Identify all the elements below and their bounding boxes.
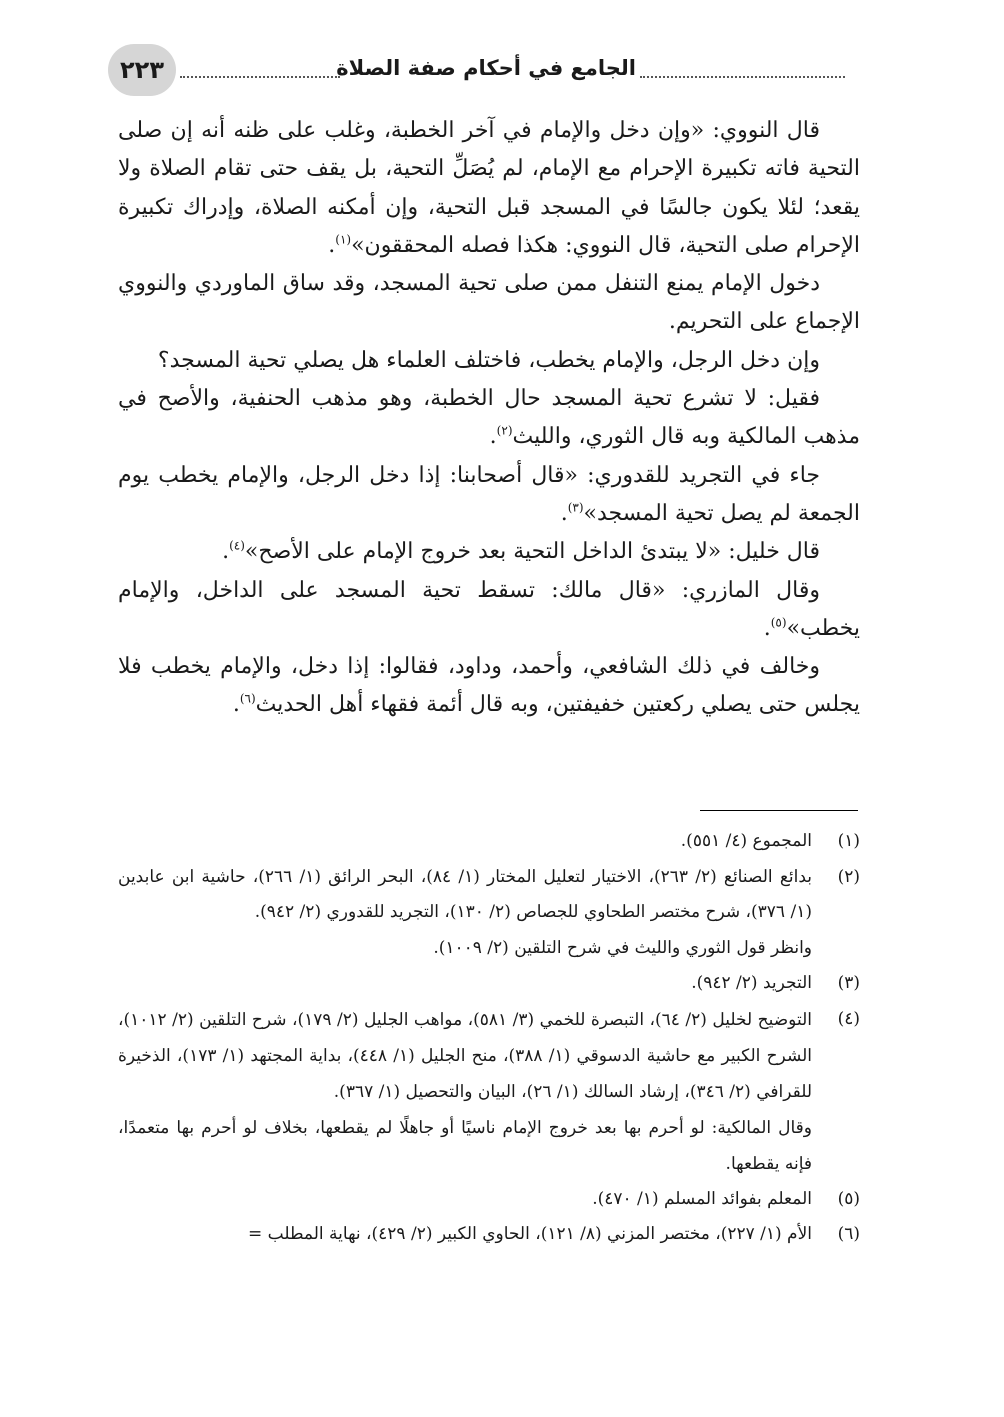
footnote-text: وانظر قول الثوري والليث في شرح التلقين (٢/ ١٠٠٩). [433,937,812,958]
paragraph-6-text: قال خليل: «لا يبتدئ الداخل التحية بعد خروج الإمام على الأصح» [244,539,820,565]
footnote-number: (١) [837,831,860,851]
footnote-ref-6[interactable]: (٦) [239,692,256,707]
paragraph-8-text: وخالف في ذلك الشافعي، وأحمد، وداود، فقالوا: إذا دخل، والإمام يخطب فلا يجلس حتى يصلي ركعتين خفيفتين، وبه قال أئمة فقهاء أهل الحديث [118,654,860,718]
main-text [118,112,860,725]
paragraph-7-text: وقال المازري: «قال مالك: تسقط تحية المسجد على الداخل، والإمام يخطب» [118,577,860,641]
footnote-number: (٤) [837,1008,860,1029]
footnote-number: (٣) [837,973,860,993]
paragraph-7 [118,572,860,649]
paragraph-3: وإن دخل الرجل، والإمام يخطب، فاختلف العلماء هل يصلي تحية المسجد؟ [157,347,820,373]
paragraph-4-text: فقيل: لا تشرع تحية المسجد حال الخطبة، وهو مذهب الحنفية، والأصح في مذهب المالكية وبه قال الثوري، والليث [118,386,860,450]
footnote-text: التجريد (٢/ ٩٤٢). [691,973,812,993]
footnote-ref-2[interactable]: (٢) [496,424,513,439]
footnote-5 [118,1182,860,1218]
footnote-text: التوضيح لخليل (٢/ ٦٤)، التبصرة للخمي (٣/ ٥٨١)، مواهب الجليل (٢/ ١٧٩)، شرح التلقين (٢/ ١٠١٢)، الشرح الكبير مع حاشية الدسوقي (١/ ٣٨٨)، منح الجليل (١/ ٤٤٨)، بداية المجتهد (١/ ١٧٣)، الذخيرة للقرافي (٢/ ٣٤٦)، إرشاد السالك (١/ ٢٦)، البيان والتحصيل (١/ ٣٦٧). [118,1009,813,1102]
footnote-2 [118,860,860,967]
paragraph-7-end: . [763,615,771,641]
footnote-ref-5[interactable]: (٥) [770,615,787,630]
paragraph-8 [118,648,860,725]
footnote-text: الأم (١/ ٢٢٧)، مختصر المزني (٨/ ١٢١)، الحاوي الكبير (٢/ ٤٢٩)، نهاية المطلب = [248,1224,812,1244]
paragraph-5 [118,457,860,534]
running-title: الجامع في أحكام صفة الصلاة [336,56,636,80]
footnote-number: (٢) [837,866,860,887]
paragraph-1 [118,112,860,265]
footnote-number: (٦) [837,1224,860,1244]
footnote-1 [118,824,860,860]
footnote-text: المعلم بفوائد المسلم (١/ ٤٧٠). [592,1188,812,1209]
footnote-number: (٥) [837,1188,860,1209]
paragraph-6-end: . [222,539,230,565]
paragraph-1-end: . [328,232,336,258]
page-number: ٢٢٣ [108,44,176,96]
footnote-text: المجموع (٤/ ٥٥١). [680,831,812,851]
paragraph-4-end: . [489,424,497,450]
footnote-separator [700,810,858,811]
footnote-ref-3[interactable]: (٣) [567,500,584,515]
paragraph-1-text: قال النووي: «وإن دخل والإمام في آخر الخطبة، وغلب على ظنه أنه إن صلى التحية فاته تكبيرة الإحرام مع الإمام، لم يُصَلِّ التحية، بل يقف حتى تقام الصلاة ولا يقعد؛ لئلا يكون جالسًا في المسجد قبل التحية، وإن أمكنه الصلاة، وإدراك تكبيرة الإحرام صلى التحية، قال النووي: هكذا فصله المحققون» [118,118,860,258]
paragraph-6 [118,533,860,571]
footnotes [118,824,860,1253]
footnote-ref-1[interactable]: (١) [335,232,352,247]
paragraph-2: دخول الإمام يمنع التنفل ممن صلى تحية المسجد، وقد ساق الماوردي والنووي الإجماع على التحريم. [118,271,860,335]
footnote-6 [118,1217,860,1253]
footnote-3 [118,966,860,1002]
footnote-4 [118,1002,860,1182]
header-dotted-rule-right [640,52,845,78]
footnote-ref-4[interactable]: (٤) [229,538,245,553]
paragraph-5-end: . [560,500,568,526]
footnote-text: وقال المالكية: لو أحرم بها بعد خروج الإمام ناسيًا أو جاهلًا لم يقطعها، بخلاف لو أحرم بها متعمدًا، فإنه يقطعها. [118,1117,812,1174]
paragraph-8-end: . [232,692,240,718]
footnote-text: بدائع الصنائع (٢/ ٢٦٣)، الاختيار لتعليل المختار (١/ ٨٤)، البحر الرائق (١/ ٢٦٦)، حاشية ابن عابدين (١/ ٣٧٦)، شرح مختصر الطحاوي للجصاص (٢/ ١٣٠)، التجريد للقدوري (٢/ ٩٤٢). [118,866,812,922]
header-dotted-rule-left [180,52,340,78]
paragraph-5-text: جاء في التجريد للقدوري: «قال أصحابنا: إذا دخل الرجل، والإمام يخطب يوم الجمعة لم يصل تحية المسجد» [118,462,860,526]
paragraph-4 [118,380,860,457]
